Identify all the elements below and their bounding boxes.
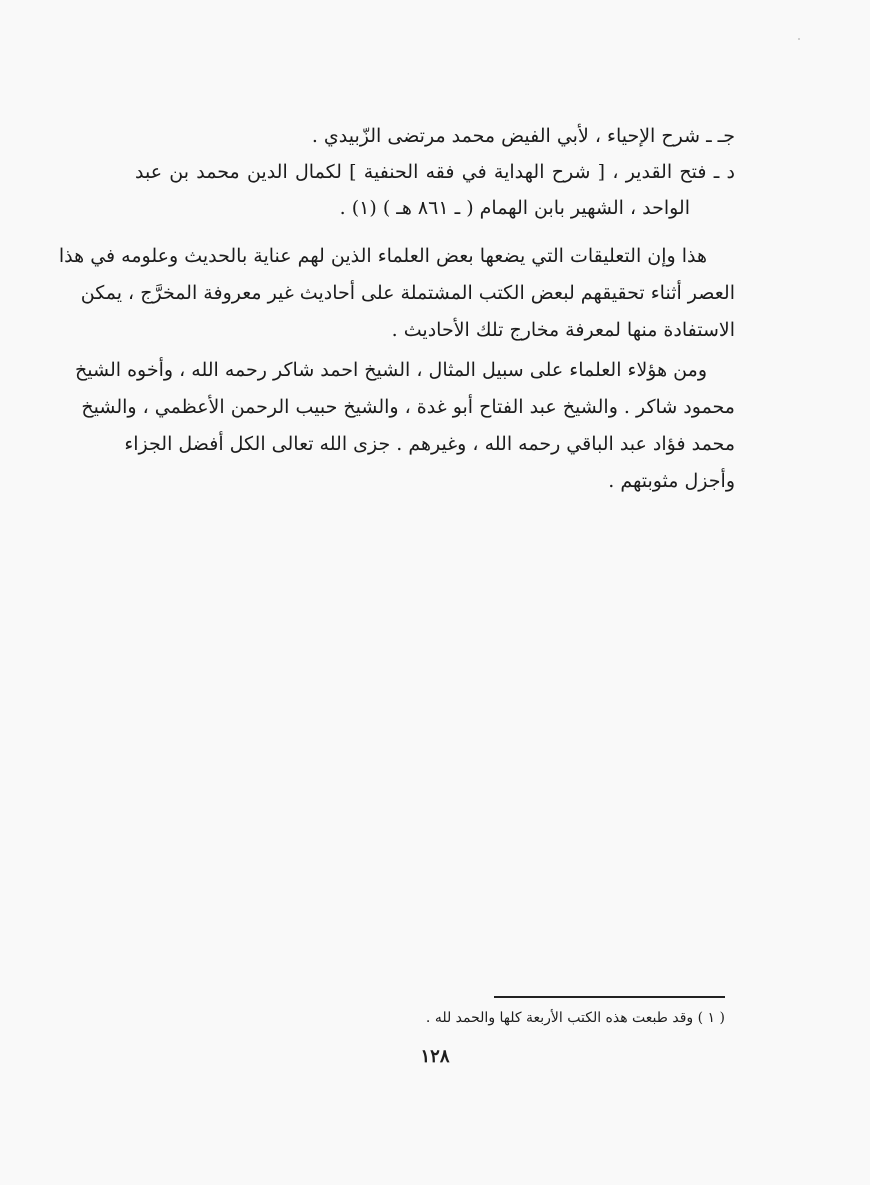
page-number: ١٢٨ xyxy=(420,1046,450,1067)
list-item-dal-continuation: الواحد ، الشهير بابن الهمام ( ـ ٨٦١ هـ ) (١) . xyxy=(339,197,690,219)
paragraph-line: محمد فؤاد عبد الباقي رحمه الله ، وغيرهم . جزى الله تعالى الكل أفضل الجزاء xyxy=(124,433,735,455)
list-item-dal: د ـ فتح القدير ، [ شرح الهداية في فقه الحنفية ] لكمال الدين محمد بن عبد xyxy=(135,161,735,183)
paragraph-line: هذا وإن التعليقات التي يضعها بعض العلماء الذين لهم عناية بالحديث وعلومه في هذا xyxy=(58,245,707,267)
paragraph-line: العصر أثناء تحقيقهم لبعض الكتب المشتملة على أحاديث غير معروفة المخرَّج ، يمكن xyxy=(80,282,735,304)
references-list xyxy=(135,118,735,226)
footnote: ( ١ ) وقد طبعت هذه الكتب الأربعة كلها والحمد لله . xyxy=(425,1010,725,1026)
paragraph-scholars xyxy=(75,352,735,500)
scan-speck xyxy=(798,38,800,40)
paragraph-line: وأجزل مثوبتهم . xyxy=(608,470,735,492)
paragraph-line: محمود شاكر . والشيخ عبد الفتاح أبو غدة ، والشيخ حبيب الرحمن الأعظمي ، والشيخ xyxy=(81,396,735,418)
paragraph-line: ومن هؤلاء العلماء على سبيل المثال ، الشيخ احمد شاكر رحمه الله ، وأخوه الشيخ xyxy=(75,359,707,381)
paragraph-line: الاستفادة منها لمعرفة مخارج تلك الأحاديث . xyxy=(391,319,735,341)
footnote-separator xyxy=(494,996,725,998)
list-item-jim: جـ ـ شرح الإحياء ، لأبي الفيض محمد مرتضى الزّبيدي . xyxy=(311,125,735,147)
paragraph-commentaries xyxy=(58,238,735,349)
